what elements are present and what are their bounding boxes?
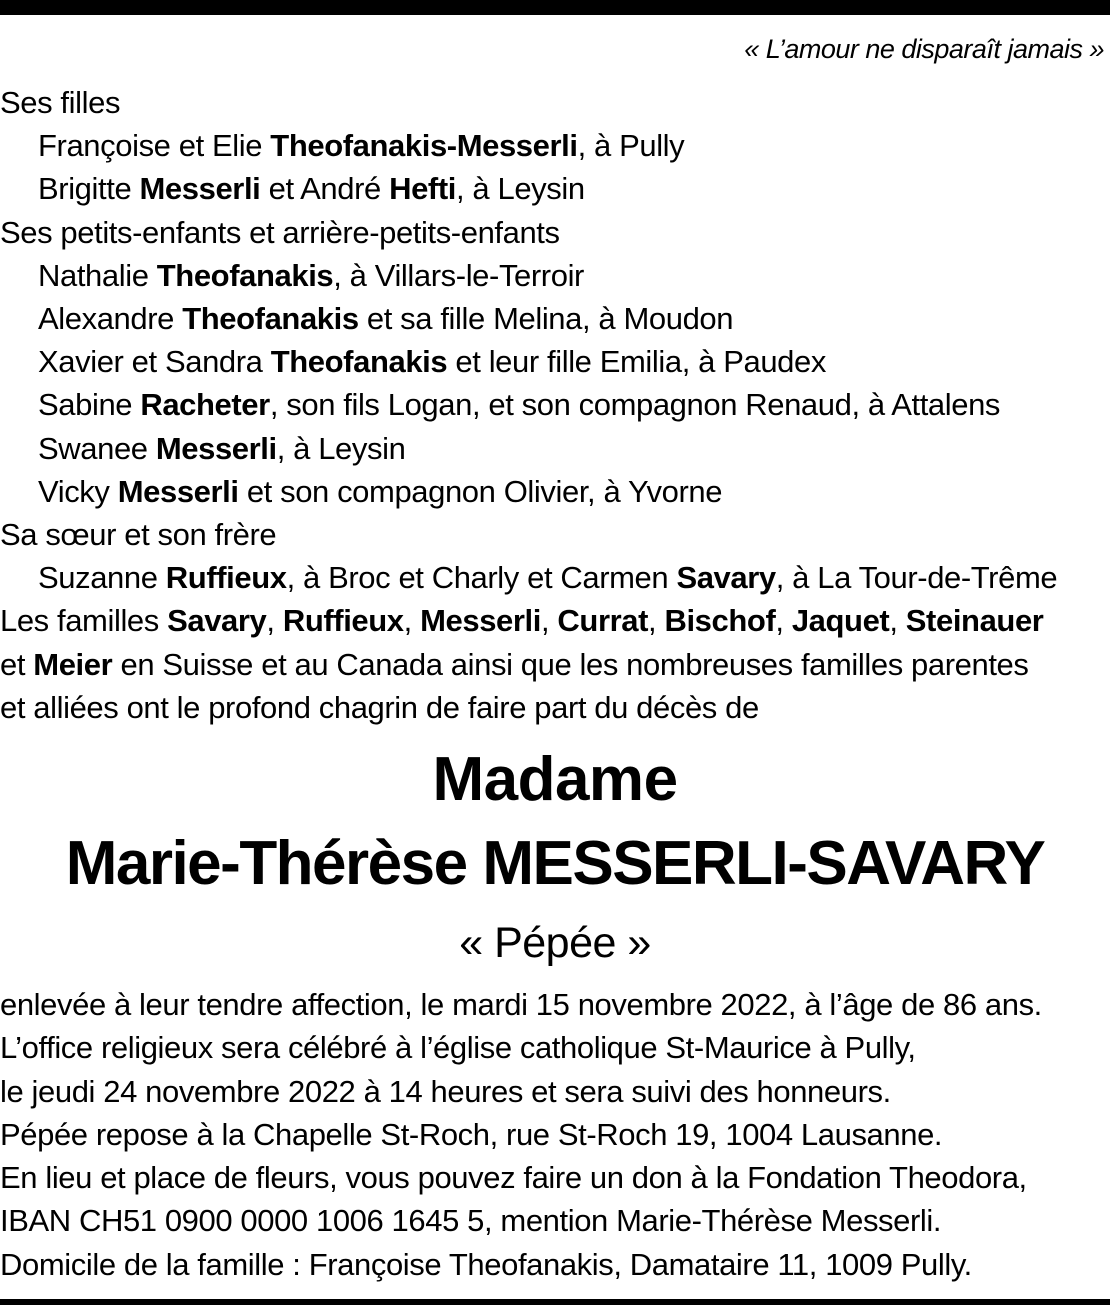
family-surname: Jaquet (791, 603, 890, 639)
family-surname: Bischof (664, 603, 776, 639)
entry-text: Vicky (38, 473, 118, 509)
deceased-title: Madame (432, 745, 678, 814)
separator: , (648, 603, 665, 639)
entry-text: et sa fille Melina, à Moudon (358, 301, 734, 337)
deceased-nickname: « Pépée » (459, 919, 651, 967)
entry-surname: Racheter (140, 387, 270, 423)
entry-surname: Hefti (389, 171, 456, 207)
separator: , (403, 603, 421, 639)
entry-text: Brigitte (38, 171, 140, 207)
family-surname: Savary (167, 603, 267, 639)
entry-text: Swanee (38, 430, 156, 466)
notice-line: L’office religieux sera célébré à l’église catholique St-Maurice à Pully, (0, 1030, 916, 1066)
entry-text: et (0, 646, 34, 682)
notice-line: Pépée repose à la Chapelle St-Roch, rue St-Roch 19, 1004 Lausanne. (0, 1116, 943, 1152)
top-rule (0, 0, 1110, 15)
entry-text: et son compagnon Olivier, à Yvorne (238, 473, 723, 509)
grandchild-entry (0, 383, 1110, 426)
separator: , (889, 603, 906, 639)
entry-text: Xavier et Sandra (38, 344, 271, 380)
entry-text: Suzanne (38, 560, 166, 596)
motto: « L’amour ne disparaît jamais » (744, 34, 1104, 64)
daughters-heading: Ses filles (0, 85, 121, 120)
families-line (0, 599, 1110, 642)
entry-surname: Savary (676, 560, 776, 596)
deceased-name: Marie-Thérèse MESSERLI-SAVARY (65, 829, 1045, 898)
entry-text: , son fils Logan, et son compagnon Renaud, à Attalens (269, 387, 1001, 423)
entry-surname: Messerli (155, 430, 277, 466)
entry-text: , à Villars-le-Terroir (333, 257, 584, 293)
entry-surname: Messerli (117, 473, 239, 509)
family-surname: Messerli (420, 603, 541, 639)
notice-line: Domicile de la famille : Françoise Theofanakis, Damataire 11, 1009 Pully. (0, 1246, 972, 1282)
entry-surname: Theofanakis (270, 344, 448, 380)
entry-text: et leur fille Emilia, à Paudex (447, 344, 826, 380)
entry-text: Les familles (0, 603, 168, 639)
entry-text: Sabine (38, 387, 141, 423)
grandchild-entry (0, 340, 1110, 383)
family-list (0, 81, 1110, 729)
grandchildren-heading: Ses petits-enfants et arrière-petits-enfants (0, 214, 560, 250)
entry-text: et André (260, 171, 390, 207)
funeral-notice (0, 983, 1110, 1286)
siblings-heading: Sa sœur et son frère (0, 517, 277, 553)
entry-text: en Suisse et au Canada ainsi que les nombreuses familles parentes (112, 646, 1029, 682)
grandchild-entry (0, 297, 1110, 340)
grandchild-entry (0, 470, 1110, 513)
family-surname: Steinauer (905, 603, 1044, 639)
families-line (0, 643, 1110, 686)
entry-text: , à Leysin (276, 430, 406, 466)
family-surname: Meier (33, 646, 113, 682)
notice-line: le jeudi 24 novembre 2022 à 14 heures et sera suivi des honneurs. (0, 1073, 891, 1109)
entry-text: , à Leysin (456, 171, 585, 207)
entry-surname: Theofanakis-Messerli (270, 128, 578, 164)
grandchild-entry (0, 254, 1110, 297)
family-surname: Ruffieux (282, 603, 404, 639)
daughter-entry (0, 167, 1110, 210)
family-surname: Currat (557, 603, 649, 639)
entry-surname: Messerli (139, 171, 261, 207)
families-line: et alliées ont le profond chagrin de faire part du décès de (0, 689, 759, 725)
separator: , (775, 603, 792, 639)
separator: , (540, 603, 558, 639)
entry-text: Alexandre (38, 301, 183, 337)
entry-text: Françoise et Elie (38, 128, 271, 164)
grandchild-entry (0, 427, 1110, 470)
entry-surname: Ruffieux (165, 560, 287, 596)
separator: , (266, 603, 283, 639)
entry-text: , à Broc et Charly et Carmen (286, 560, 677, 596)
entry-text: , à La Tour-de-Trême (775, 560, 1058, 596)
entry-text: Nathalie (38, 257, 157, 293)
siblings-entry (0, 556, 1110, 599)
entry-text: , à Pully (577, 128, 685, 164)
entry-surname: Theofanakis (156, 257, 334, 293)
notice-line: enlevée à leur tendre affection, le mardi 15 novembre 2022, à l’âge de 86 ans. (0, 987, 1042, 1022)
notice-line: En lieu et place de fleurs, vous pouvez faire un don à la Fondation Theodora, (0, 1160, 1027, 1196)
entry-surname: Theofanakis (182, 301, 359, 337)
bottom-rule (0, 1299, 1110, 1305)
notice-line: IBAN CH51 0900 0000 1006 1645 5, mention Marie-Thérèse Messerli. (0, 1203, 942, 1239)
daughter-entry (0, 124, 1110, 167)
